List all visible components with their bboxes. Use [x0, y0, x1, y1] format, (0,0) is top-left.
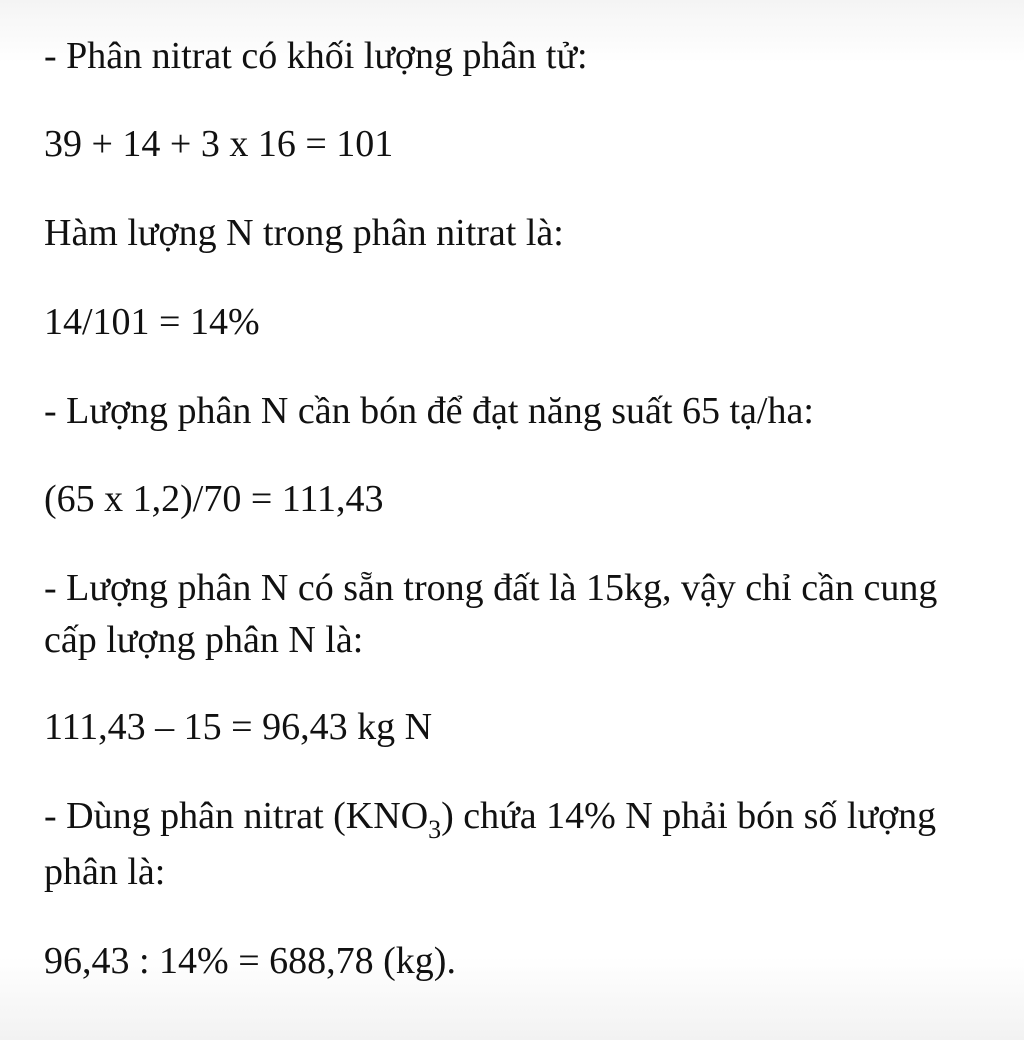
equation-nitrogen-needed: (65 x 1,2)/70 = 111,43: [44, 478, 384, 520]
text-line-nitrogen-needed-heading: - Lượng phân N cần bón để đạt năng suất 65 tạ/ha:: [44, 390, 814, 432]
chemical-subscript: 3: [428, 815, 442, 844]
fertilizer-text-before-subscript: - Dùng phân nitrat (KNO: [44, 795, 429, 837]
equation-molecular-mass: 39 + 14 + 3 x 16 = 101: [44, 123, 394, 165]
fertilizer-text-after-subscript: ) chứa 14% N phải bón số lượng: [441, 795, 937, 837]
equation-nitrogen-content: 14/101 = 14%: [44, 301, 260, 343]
text-line-soil-nitrogen-1: - Lượng phân N có sẵn trong đất là 15kg, vậy chỉ cần cung: [44, 567, 938, 609]
text-line-fertilizer-amount-1: [44, 794, 936, 842]
equation-nitrogen-supply: 111,43 – 15 = 96,43 kg N: [44, 706, 433, 748]
text-line-fertilizer-amount-2: phân là:: [44, 851, 166, 893]
text-line-soil-nitrogen-2: cấp lượng phân N là:: [44, 619, 364, 661]
equation-fertilizer-amount: 96,43 : 14% = 688,78 (kg).: [44, 940, 456, 982]
text-line-molecular-mass-heading: - Phân nitrat có khối lượng phân tử:: [44, 35, 588, 77]
text-line-nitrogen-content-heading: Hàm lượng N trong phân nitrat là:: [44, 212, 564, 254]
